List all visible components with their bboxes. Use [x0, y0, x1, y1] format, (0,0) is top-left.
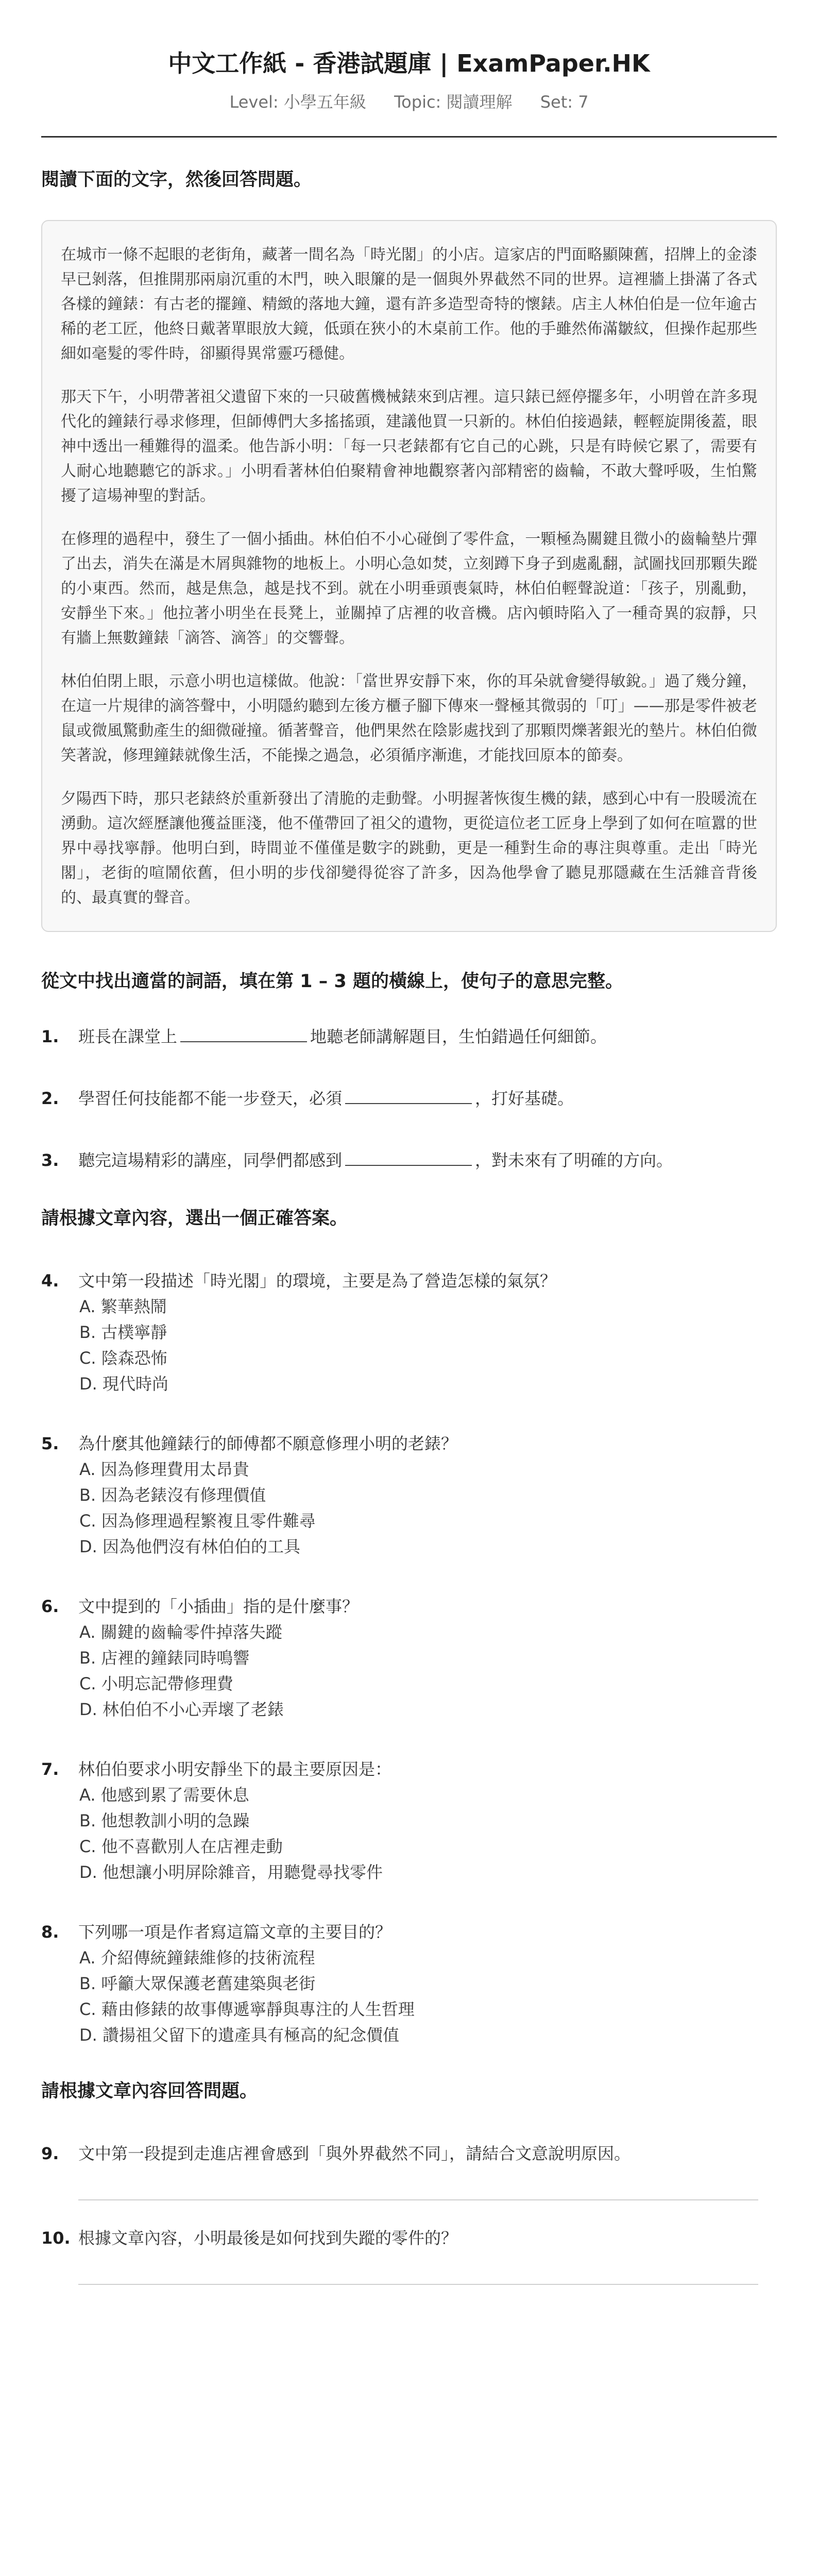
question-number: 2.: [41, 1089, 59, 1108]
mc-instruction: 請根據文章內容，選出一個正確答案。: [41, 1208, 348, 1229]
question-text: 學習任何技能都不能一步登天，必須: [78, 1089, 343, 1108]
question-number: 6.: [41, 1597, 59, 1616]
question-text: 根據文章內容，小明最後是如何找到失蹤的零件的？: [78, 2228, 458, 2248]
question-2: [41, 1086, 777, 1111]
question-10: [41, 2225, 777, 2251]
question-text: 為什麼其他鐘錶行的師傅都不願意修理小明的老錶？: [78, 1434, 458, 1453]
option-a[interactable]: A. 他感到累了需要休息: [79, 1785, 249, 1805]
question-text: 班長在課堂上: [78, 1027, 178, 1046]
question-text: 文中提到的「小插曲」指的是什麼事？: [78, 1597, 359, 1616]
answer-line[interactable]: [78, 2199, 758, 2200]
level-label: Level: 小學五年級: [229, 92, 366, 112]
question-text: 林伯伯要求小明安靜坐下的最主要原因是：: [78, 1759, 392, 1779]
option-a[interactable]: A. 繁華熱鬧: [79, 1297, 167, 1316]
option-c[interactable]: C. 他不喜歡別人在店裡走動: [79, 1837, 283, 1856]
option-d[interactable]: D. 因為他們沒有林伯伯的工具: [79, 1537, 300, 1556]
topic-label: Topic: 閱讀理解: [394, 92, 513, 112]
option-a[interactable]: A. 關鍵的齒輪零件掉落失蹤: [79, 1622, 282, 1642]
passage-paragraph: 夕陽西下時，那只老錶終於重新發出了清脆的走動聲。小明握著恢復生機的錶，感到心中有一股暖流在湧動。這次經歷讓他獲益匪淺，他不僅帶回了祖父的遺物，更從這位老工匠身上學到了如何在喧囂的世界中尋找寧靜。他明白到，時間並不僅僅是數字的跳動，更是一種對生命的專注與尊重。走出「時光閣」，老街的喧鬧依舊，但小明的步伐卻變得從容了許多，因為他學會了聽見那隱藏在生活雜音背後的、最真實的聲音。: [61, 790, 757, 907]
question-text: 下列哪一項是作者寫這篇文章的主要目的？: [78, 1922, 392, 1942]
option-b[interactable]: B. 因為老錶沒有修理價值: [79, 1485, 266, 1505]
option-a[interactable]: A. 因為修理費用太昂貴: [79, 1460, 249, 1479]
passage-paragraph: 在城市一條不起眼的老街角，藏著一間名為「時光閣」的小店。這家店的門面略顯陳舊，招牌上的金漆早已剝落，但推開那兩扇沉重的木門，映入眼簾的是一個與外界截然不同的世界。這裡牆上掛滿了各式各樣的鐘錶：有古老的擺鐘、精緻的落地大鐘，還有許多造型奇特的懷錶。店主人林伯伯是一位年逾古稀的老工匠，他終日戴著單眼放大鏡，低頭在狹小的木桌前工作。他的手雖然佈滿皺紋，但操作起那些細如毫髮的零件時，卻顯得異常靈巧穩健。: [61, 246, 757, 363]
worksheet-meta: [41, 91, 777, 113]
question-number: 9.: [41, 2144, 59, 2163]
page-title: 中文工作紙 - 香港試題庫 | ExamPaper.HK: [168, 49, 650, 77]
question-3: [41, 1147, 777, 1173]
answer-blank[interactable]: [345, 1147, 472, 1166]
option-d[interactable]: D. 他想讓小明屏除雜音，用聽覺尋找零件: [79, 1862, 383, 1882]
passage-paragraph: 在修理的過程中，發生了一個小插曲。林伯伯不小心碰倒了零件盒，一顆極為關鍵且微小的齒輪墊片彈了出去，消失在滿是木屑與雜物的地板上。小明心急如焚，立刻蹲下身子到處亂翻，試圖找回那顆失蹤的小東西。然而，越是焦急，越是找不到。就在小明垂頭喪氣時，林伯伯輕聲說道：「孩子，別亂動，安靜坐下來。」他拉著小明坐在長凳上，並關掉了店裡的收音機。店內頓時陷入了一種奇異的寂靜，只有牆上無數鐘錶「滴答、滴答」的交響聲。: [61, 530, 757, 647]
reading-passage: [41, 220, 777, 932]
option-b[interactable]: B. 他想教訓小明的急躁: [79, 1811, 250, 1831]
fill-instruction: 從文中找出適當的詞語，填在第 1 – 3 題的橫線上，使句子的意思完整。: [41, 971, 623, 992]
passage-paragraph: 林伯伯閉上眼，示意小明也這樣做。他說：「當世界安靜下來，你的耳朵就會變得敏銳。」過了幾分鐘，在這一片規律的滴答聲中，小明隱約聽到左後方櫃子腳下傳來一聲極其微弱的「叮」——那是零件被老鼠或微風驚動產生的細微碰撞。循著聲音，他們果然在陰影處找到了那顆閃爍著銀光的墊片。林伯伯微笑著說，修理鐘錶就像生活，不能操之過急，必須循序漸進，才能找回原本的節奏。: [61, 672, 757, 765]
header-divider: [41, 136, 777, 138]
question-number: 4.: [41, 1271, 59, 1291]
question-text: ，對未來有了明確的方向。: [475, 1150, 673, 1170]
question-9: [41, 2141, 777, 2166]
reading-instruction: 閱讀下面的文字，然後回答問題。: [41, 170, 312, 190]
question-number: 7.: [41, 1759, 59, 1779]
question-text: 文中第一段描述「時光閣」的環境，主要是為了營造怎樣的氣氛？: [78, 1271, 557, 1291]
question-4: [41, 1268, 777, 1397]
worksheet-page: [41, 0, 777, 2285]
question-number: 1.: [41, 1027, 59, 1046]
question-7: [41, 1756, 777, 1885]
answer-blank[interactable]: [180, 1024, 307, 1042]
open-instruction: 請根據文章內容回答問題。: [41, 2081, 258, 2102]
option-d[interactable]: D. 林伯伯不小心弄壞了老錶: [79, 1700, 284, 1719]
option-b[interactable]: B. 店裡的鐘錶同時鳴響: [79, 1648, 250, 1668]
question-number: 3.: [41, 1150, 59, 1170]
question-5: [41, 1431, 777, 1560]
option-c[interactable]: C. 小明忘記帶修理費: [79, 1674, 233, 1693]
question-text: 聽完這場精彩的講座，同學們都感到: [78, 1150, 343, 1170]
option-b[interactable]: B. 呼籲大眾保護老舊建築與老街: [79, 1974, 316, 1993]
set-label: Set: 7: [540, 92, 589, 112]
option-d[interactable]: D. 現代時尚: [79, 1374, 168, 1394]
option-d[interactable]: D. 讚揚祖父留下的遺產具有極高的紀念價值: [79, 2025, 399, 2045]
question-number: 5.: [41, 1434, 59, 1453]
option-c[interactable]: C. 藉由修錶的故事傳遞寧靜與專注的人生哲理: [79, 1999, 415, 2019]
option-c[interactable]: C. 因為修理過程繁複且零件難尋: [79, 1511, 316, 1531]
option-a[interactable]: A. 介紹傳統鐘錶維修的技術流程: [79, 1948, 315, 1968]
option-c[interactable]: C. 陰森恐怖: [79, 1348, 167, 1368]
question-8: [41, 1919, 777, 2048]
worksheet-header: [41, 0, 777, 113]
option-b[interactable]: B. 古樸寧靜: [79, 1323, 167, 1342]
answer-line[interactable]: [78, 2284, 758, 2285]
question-text: ，打好基礎。: [475, 1089, 574, 1108]
question-6: [41, 1594, 777, 1722]
question-text: 地聽老師講解題目，生怕錯過任何細節。: [310, 1027, 607, 1046]
question-number: 10.: [41, 2228, 71, 2248]
question-number: 8.: [41, 1922, 59, 1942]
question-1: [41, 1024, 777, 1049]
passage-paragraph: 那天下午，小明帶著祖父遺留下來的一只破舊機械錶來到店裡。這只錶已經停擺多年，小明曾在許多現代化的鐘錶行尋求修理，但師傅們大多搖搖頭，建議他買一只新的。林伯伯接過錶，輕輕旋開後蓋，眼神中透出一種難得的溫柔。他告訴小明：「每一只老錶都有它自己的心跳，只是有時候它累了，需要有人耐心地聽聽它的訴求。」小明看著林伯伯聚精會神地觀察著內部精密的齒輪，不敢大聲呼吸，生怕驚擾了這場神聖的對話。: [61, 388, 757, 505]
question-text: 文中第一段提到走進店裡會感到「與外界截然不同」，請結合文意說明原因。: [78, 2144, 631, 2163]
answer-blank[interactable]: [345, 1086, 472, 1104]
